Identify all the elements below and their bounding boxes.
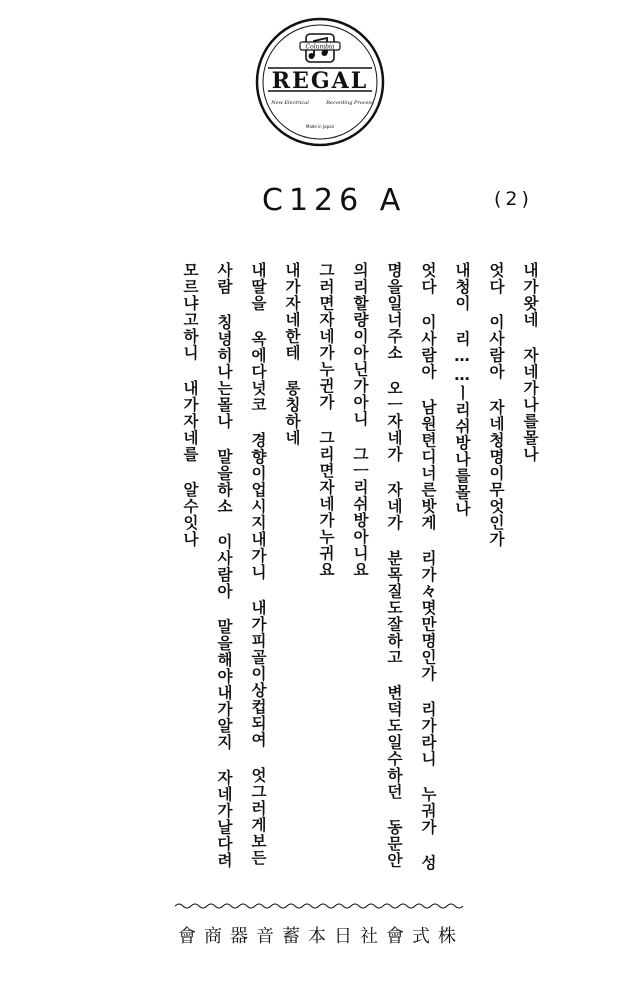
emblem-icon (300, 34, 340, 62)
lyric-line: 의리할량이아닌가아니 그ㅡ리쉬방아니요 (351, 262, 369, 578)
svg-text:Made in Japan: Made in Japan (305, 124, 335, 129)
svg-text:Recording Process: Recording Process (326, 100, 374, 106)
lyric-line: 모르냐고하니 내가자네를 알수잇나 (181, 262, 199, 548)
svg-text:Columbia: Columbia (305, 43, 335, 51)
lyric-line: 내가왓네 자네가나를몰나 (521, 262, 539, 463)
lyrics-block (165, 262, 545, 882)
regal-logo (254, 16, 386, 148)
regal-logo-graphic (254, 16, 386, 148)
svg-text:New Electrical: New Electrical (271, 100, 309, 106)
page-number: (2) (494, 188, 533, 210)
company-name: 會商器音蓄本日社會式株 (178, 926, 464, 947)
lyric-line: 엇다 이사람아 남원텬디너른밧게 리가々몃만명인가 리가라니 누궈가 성 (419, 262, 437, 871)
lyric-line: 내딸을 옥에다넛코 경향이업시지내가니 내가피골이상컵되여 엇그러게보든 (249, 262, 267, 866)
lyric-line: 그러면자네가누귄가 그리면자네가누귀요 (317, 262, 335, 578)
lyric-line: 사람 칭녕히나는몰나 말을하소 이사람아 말을해야내가알지 자네가날다려 (215, 262, 233, 869)
lyric-line: 내청이 리……ㅣ리쉬방나를몰나 (453, 262, 471, 517)
lyric-line: 엇다 이사람아 자네청명이무엇인가 (487, 262, 505, 548)
divider-line (175, 902, 465, 910)
record-number: C126 A (262, 183, 407, 218)
svg-text:REGAL: REGAL (271, 68, 369, 94)
lyric-line: 내가자네한테 롱칭하네 (283, 262, 301, 446)
lyric-line: 명을일너주소 오ㅡ자네가 자네가 분목질도잘하고 변덕도일수하던 동문안 (385, 262, 403, 869)
